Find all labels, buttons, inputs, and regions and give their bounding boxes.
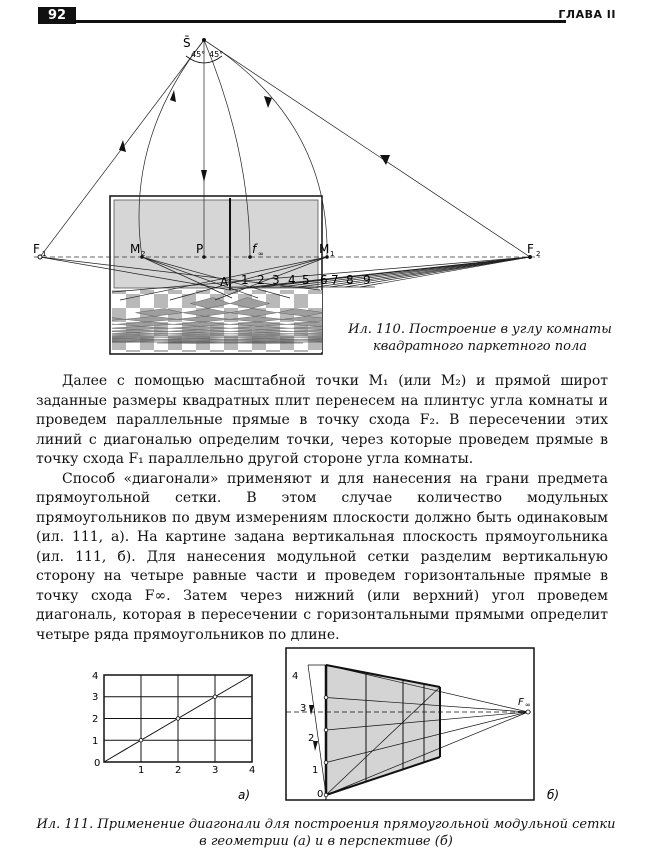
figure-111a-label: а) [238, 788, 251, 802]
f1-label: F [33, 242, 40, 256]
floor-tile [24, 337, 93, 339]
caption-111-line-1: Ил. 111. Применение диагонали для построения прямоугольной модульной сетки [36, 817, 616, 832]
f2-label: F [527, 242, 534, 256]
paragraph-1: Далее с помощью масштабной точки M₁ (или M₂) и прямой широт заданные размеры квадратных плит перенесем на плинтус угла комнаты и проведем параллельные прямые в точку схода F₂. В пересечении этих линий с диагональю определим точки, через которые проведем прямые в точку схода F₁ параллельно другой стороне угла комнаты. [36, 373, 608, 467]
floor-tile [41, 330, 104, 333]
tick-6: 6 [320, 273, 328, 287]
page-number: 92 [38, 7, 76, 24]
a-label: A [220, 275, 229, 289]
vanishing-point-sub: ∞ [525, 701, 531, 709]
b-y-tick-3: 3 [300, 703, 307, 714]
m2-sub: 2 [141, 250, 146, 258]
chapter-title: ГЛАВА II [558, 8, 616, 21]
floor-tile [0, 339, 20, 340]
a-y-tick-4: 4 [92, 671, 99, 682]
ray-arrows [119, 90, 390, 182]
floor-tile [59, 322, 116, 326]
caption-line-2: квадратного паркетного пола [372, 339, 587, 354]
b-y-tick-0: 0 [317, 789, 324, 800]
f-infinity-label: f [252, 242, 257, 256]
tick-7: 7 [331, 273, 339, 287]
floor-tile [20, 339, 90, 340]
viewpoint-label: S̄ [183, 36, 191, 50]
floor-tile [17, 340, 88, 341]
floor-tile [2, 322, 59, 326]
b-y-tick-2: 2 [308, 733, 315, 744]
m2-label: M [130, 242, 141, 256]
b-y-tick-4: 4 [292, 671, 299, 682]
body-text [36, 372, 608, 645]
f1-sub: 1 [42, 250, 47, 258]
paragraph-2: Способ «диагонали» применяют и для нанесения на грани предмета прямоугольной сетки. В этом случае количество модульных прямоугольников по двум измерениям плоскости должно быть одинаковым (ил. 111, а). На картине задана вертикальная плоскость прямоугольника (ил. 111, б). Для нанесения модульной сетки разделим вертикальную сторону на четыре равные части и проведем горизонтальные прямые в точку схода F∞. Затем через нижний (или верхний) угол проведем диагональ, которая в пересечении с горизонтальными прямыми определит четыре ряда прямоугольников по длине. [36, 470, 608, 643]
angle-left-label: 45° [191, 50, 206, 59]
f2-sub: 2 [536, 250, 541, 258]
tick-2: 2 [257, 273, 265, 287]
floor-tile [0, 326, 49, 330]
scale-ticks [241, 273, 371, 287]
floor-tile [0, 333, 34, 335]
floor-tile [0, 335, 29, 337]
angle-right-label: 45° [209, 50, 224, 59]
f-infinity-sub: ∞ [258, 250, 264, 258]
floor-tile [0, 330, 41, 333]
tick-9: 9 [363, 273, 371, 287]
a-x-tick-4: 4 [249, 765, 256, 776]
a-y-tick-3: 3 [92, 692, 99, 703]
m1-sub: 1 [330, 250, 335, 258]
tick-3: 3 [272, 273, 280, 287]
floor-tile [29, 335, 96, 337]
floor-tile [49, 326, 109, 330]
figure-111b-label: б) [547, 788, 560, 802]
a-x-tick-3: 3 [212, 765, 219, 776]
floor-tile [0, 337, 24, 339]
tick-4: 4 [288, 273, 296, 287]
tick-1: 1 [241, 273, 249, 287]
a-x-tick-0: 0 [94, 758, 101, 769]
floor-tile [34, 333, 99, 335]
tick-5: 5 [302, 273, 310, 287]
m1-label: M [319, 242, 330, 256]
parquet-floor [0, 290, 322, 356]
caption-line-1: Ил. 110. Построение в углу комнаты [348, 322, 612, 337]
figure-110 [0, 30, 652, 360]
figure-110-caption [330, 321, 630, 355]
figure-111-caption [20, 816, 632, 850]
figure-111a [80, 665, 270, 805]
vanishing-point-label: F [518, 697, 524, 708]
a-x-tick-2: 2 [175, 765, 182, 776]
a-y-tick-2: 2 [92, 714, 99, 725]
a-y-tick-1: 1 [92, 736, 99, 747]
b-y-tick-1: 1 [312, 765, 319, 776]
tick-8: 8 [346, 273, 354, 287]
caption-111-line-2: в геометрии (а) и в перспективе (б) [199, 834, 453, 849]
page-header [38, 7, 616, 24]
a-x-tick-1: 1 [138, 765, 145, 776]
p-label: P [196, 242, 204, 256]
header-rule [76, 20, 566, 23]
figure-111b [283, 645, 573, 805]
